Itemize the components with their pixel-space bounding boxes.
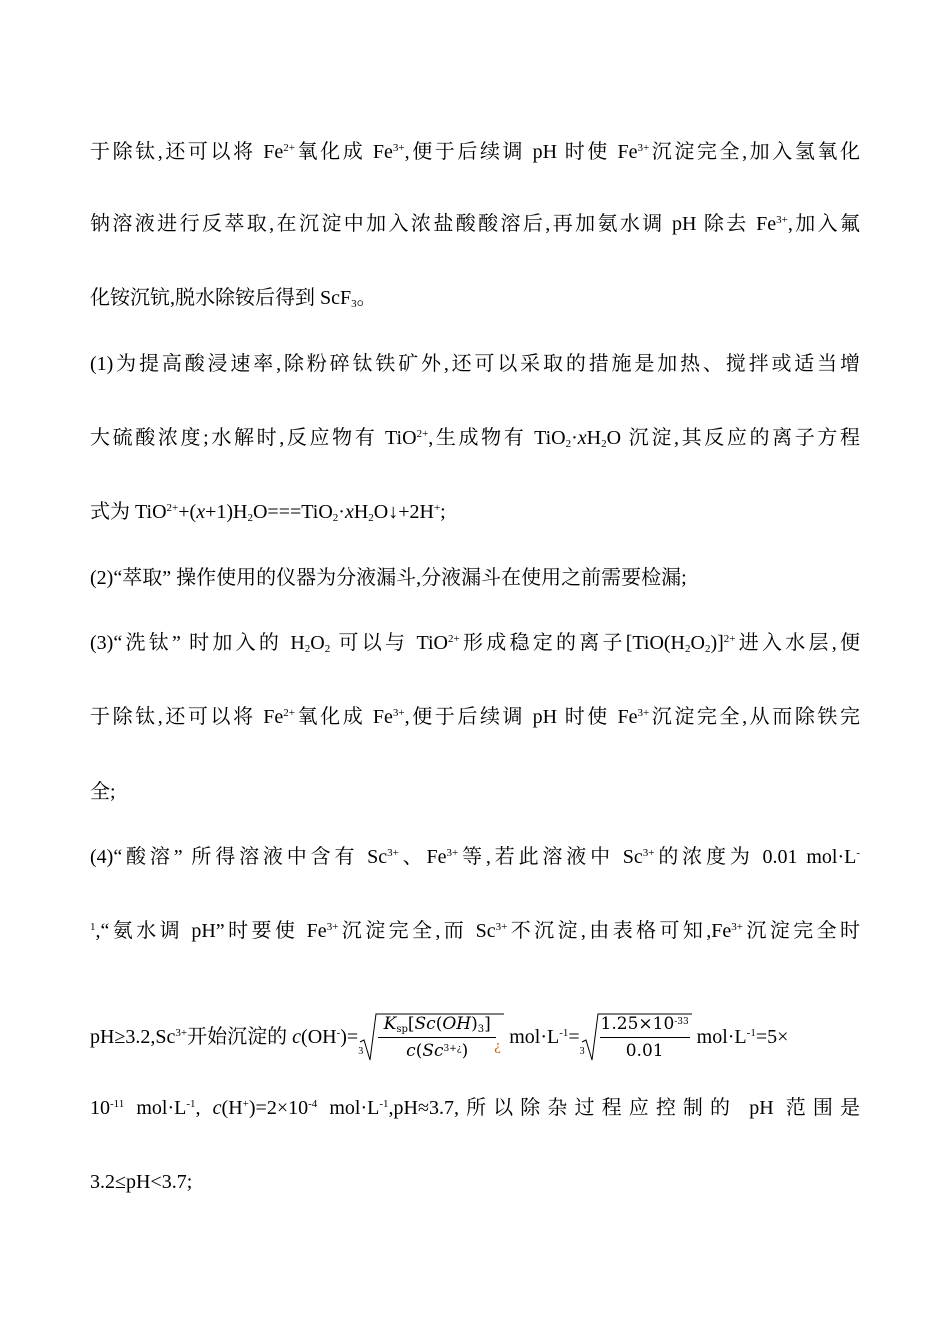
- text-line-3: 化铵沉钪,脱水除铵后得到 ScF$_3$。: [90, 287, 377, 311]
- text-line-9: 于除钛,还可以将 $Fe^{2+}$氧化成 $Fe^{3+}$,便于后续调 pH 时使 $Fe^{3+}$沉淀完全,从而除铁完: [90, 706, 861, 728]
- fraction-denominator: 0.01: [625, 1041, 664, 1061]
- placeholder-mark: ¿: [494, 1038, 501, 1054]
- fraction-numerator: $K_{sp}[Sc(OH)_3]$: [383, 1014, 491, 1035]
- text-line-5: 大硫酸浓度;水解时,反应物有 TiO$^{2+}$,生成物有 $TiO_2\cdot xH_2O$ 沉淀,其反应的离子方程: [90, 427, 861, 451]
- fraction-numerator: $1.25\times 10^{-33}$: [600, 1014, 689, 1034]
- text-line-13: $pH\ge 3.2,Sc^{3+}$开始沉淀的 c(OH-)= 3 $K_{sp}[Sc(OH)_3]$ $c(Sc^{3+¿})$ ¿ $mol\cdot L^{-1}=$ 3 $1.25\times 10^{-33}$ 0.01 $mol\cdot L^{-1}=5\times$: [90, 1008, 860, 1068]
- cube-root-formula-ksp: [358, 1008, 504, 1066]
- text-line-12: $^1$,“氨水调 pH”时要使 $Fe^{3+}$沉淀完全,而 $Sc^{3+}$不沉淀,由表格可知$,Fe^{3+}$沉淀完全时: [90, 920, 861, 942]
- text-line-10: 全;: [90, 781, 116, 803]
- text-line-7: (2)“萃取” 操作使用的仪器为分液漏斗,分液漏斗在使用之前需要检漏;: [90, 567, 687, 589]
- text-line-11: (4)“酸溶” 所得溶液中含有 $Sc^{3+}$、$Fe^{3+}$等,若此溶液中 $Sc^{3+}$的浓度为 0.01 mol·L-: [90, 846, 861, 868]
- radical-index: 3: [358, 1046, 364, 1057]
- value-fraction: [600, 1012, 690, 1063]
- text-line-8: (3)“洗钛” 时加入的 $H_2O_2$ 可以与 TiO$^{2+}$形成稳定的离子$[TiO(H_2O_2)]^{2+}$进入水层,便: [90, 632, 860, 656]
- text-line-6: 式为 $TiO^{2+}+(x+1)H_2O===TiO_2\cdot xH_2O↓+2H^+$;: [90, 501, 446, 525]
- ksp-fraction: [378, 1012, 496, 1063]
- text-line-4: (1)为提高酸浸速率,除粉碎钛铁矿外,还可以采取的措施是加热、搅拌或适当增: [90, 353, 860, 375]
- fraction-denominator: $c(Sc^{3+¿})$: [406, 1041, 469, 1061]
- text-line-2: 钠溶液进行反萃取,在沉淀中加入浓盐酸酸溶后,再加氨水调 pH 除去 $Fe^{3+}$,加入氟: [90, 213, 860, 235]
- radical-index: 3: [579, 1046, 585, 1057]
- text-line-15: 3.2≤pH<3.7;: [90, 1171, 193, 1193]
- text-line-14: $10^{-11}$ $mol\cdot L^{-1}$, $c(H^+)=2\times 10^{-4}$ $mol\cdot L^{-1},pH\approx 3.7$,所以除杂过程应控制的 pH 范围是: [90, 1097, 860, 1119]
- cube-root-formula-value: [580, 1008, 692, 1066]
- text-line-1: 于除钛,还可以将 $Fe^{2+}$氧化成 $Fe^{3+}$,便于后续调 pH 时使 $Fe^{3+}$沉淀完全,加入氢氧化: [90, 141, 861, 163]
